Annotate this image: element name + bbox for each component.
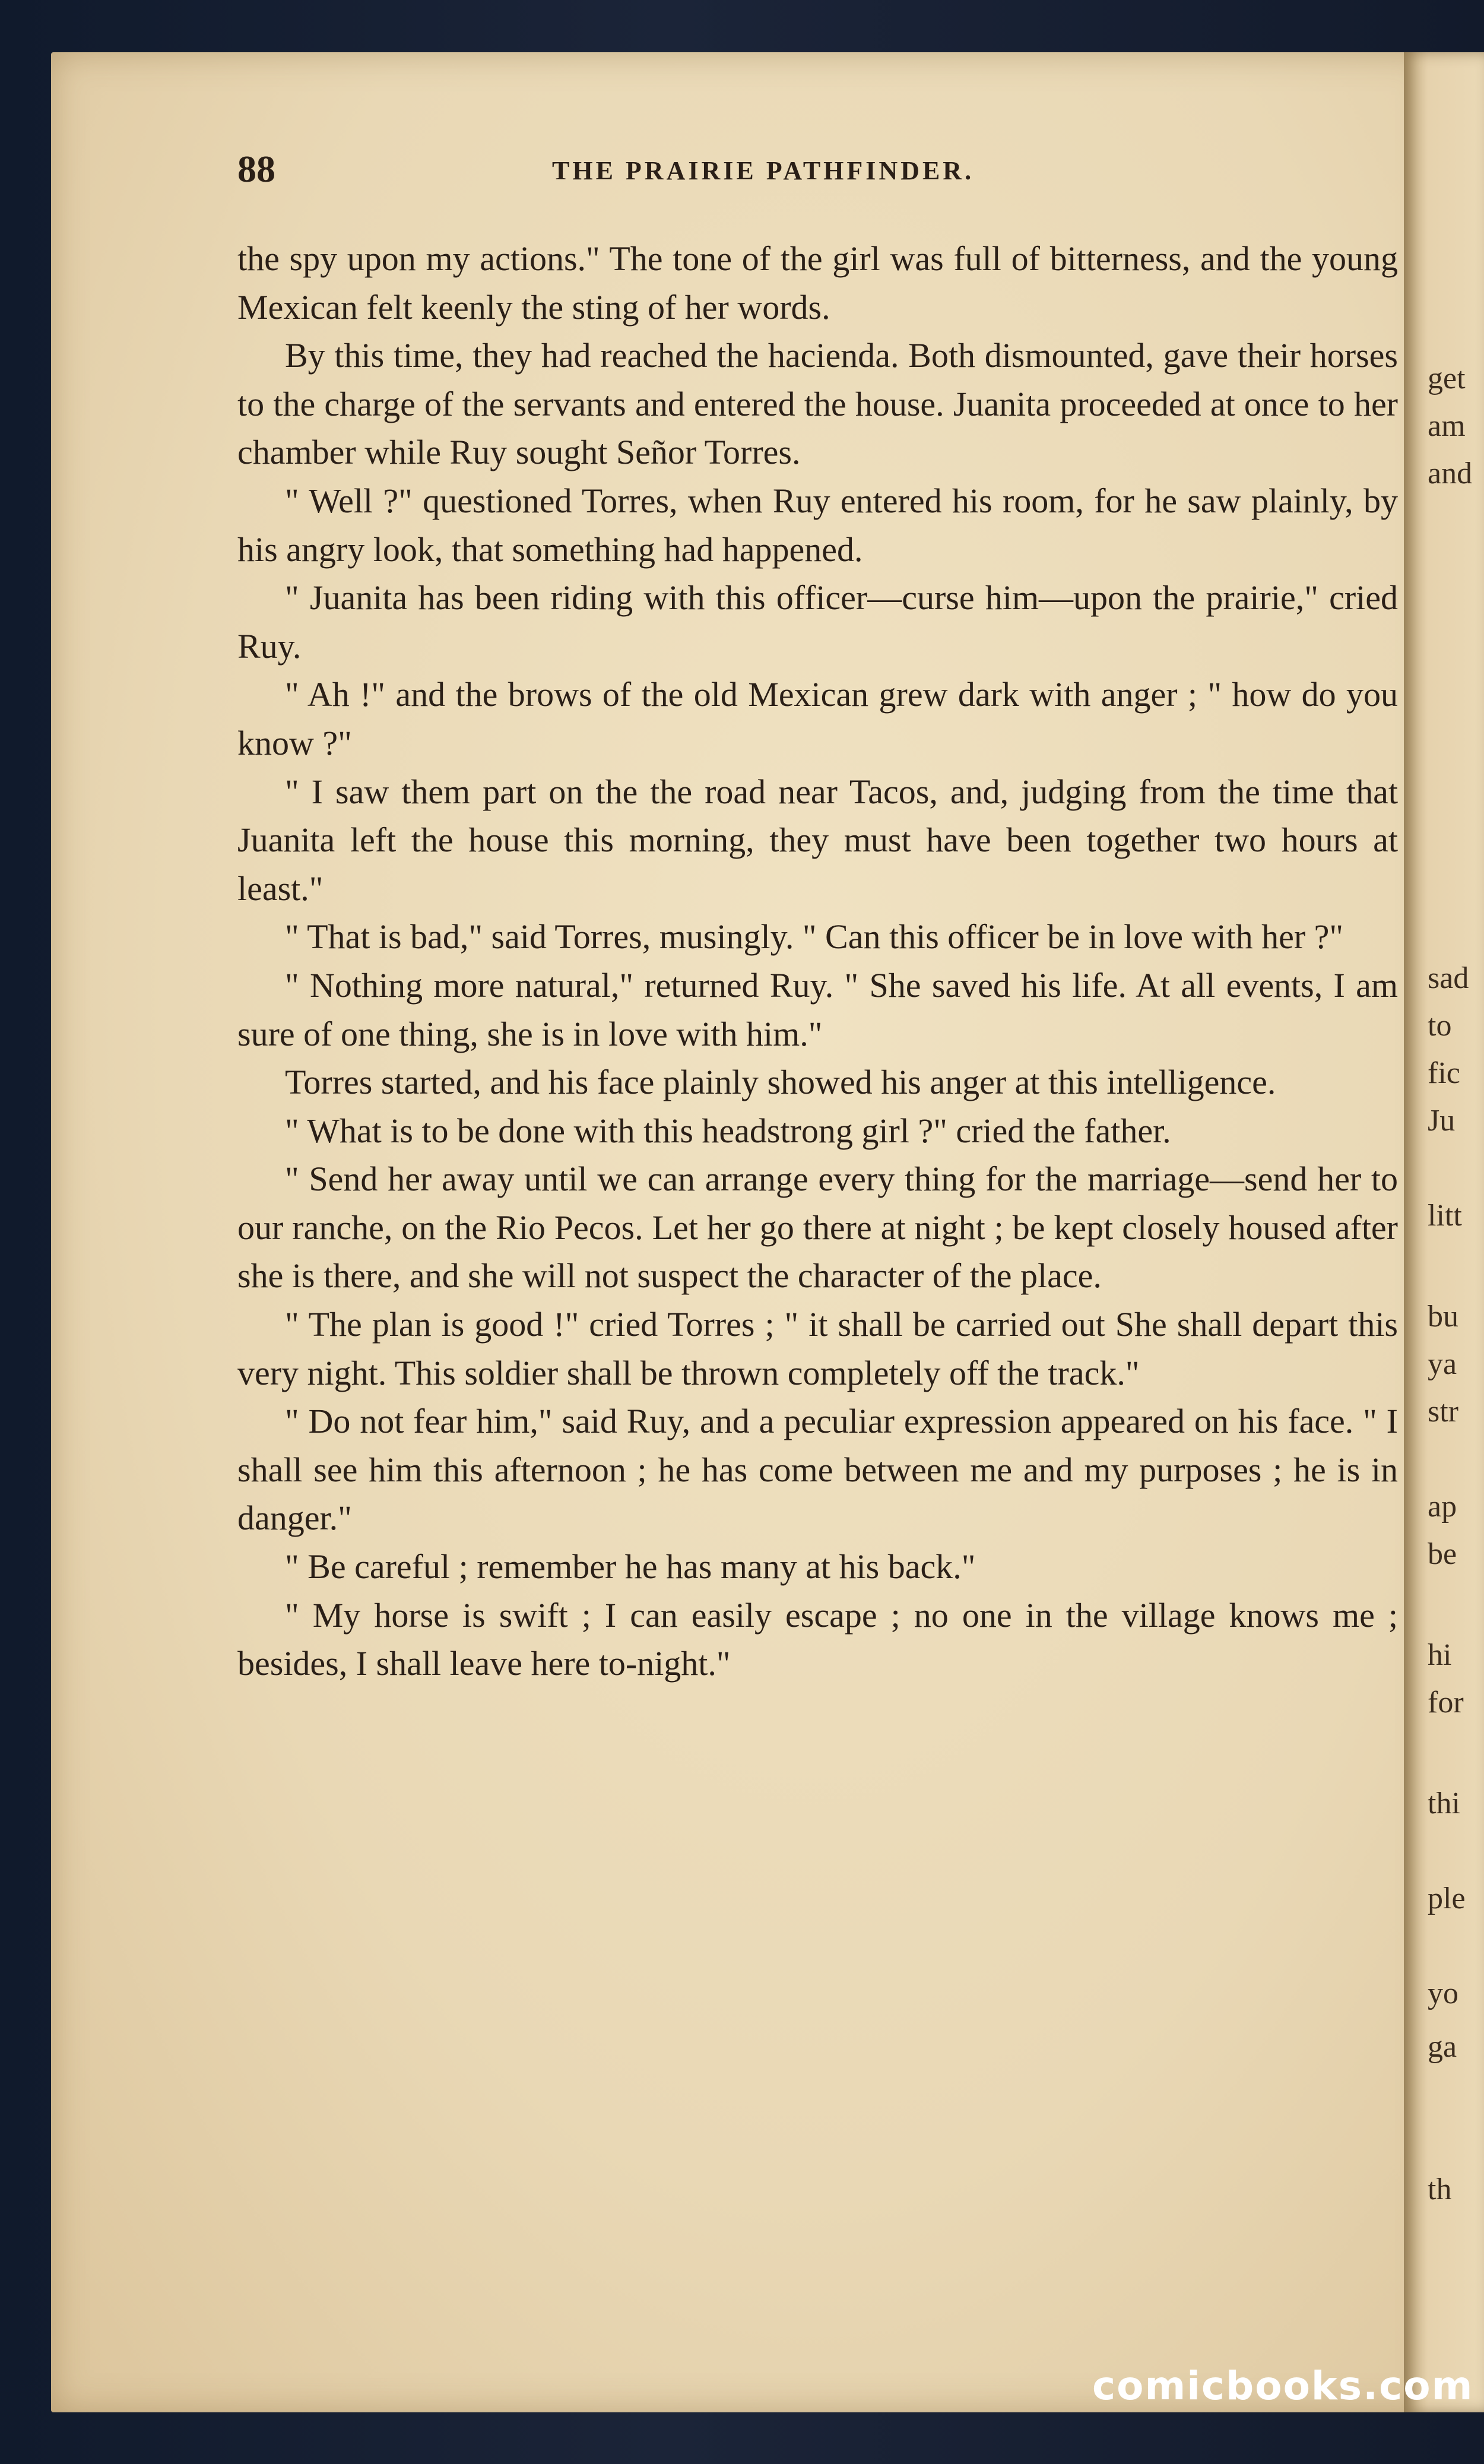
paragraph: By this time, they had reached the hacienda. Both dismounted, gave their horses to the charge of the servants and entered the house. Juanita proceeded at once to her chamber while Ruy sought Señor Torres. (237, 336, 1398, 472)
paragraph: Torres started, and his face plainly showed his anger at this intelligence. (285, 1063, 1276, 1102)
adjacent-fragment: yo (1428, 1977, 1458, 2010)
page-number: 88 (237, 148, 275, 190)
paragraph: the spy upon my actions." The tone of the girl was full of bitterness, and the young Mexican felt keenly the sting of her words. (237, 239, 1398, 327)
adjacent-fragment: get (1428, 362, 1466, 395)
paragraph: " What is to be done with this headstrong girl ?" cried the father. (285, 1111, 1171, 1150)
adjacent-fragment: and (1428, 457, 1473, 490)
watermark: comicbooks.com (1092, 2363, 1474, 2409)
adjacent-fragment: bu (1428, 1300, 1458, 1334)
running-head: THE PRAIRIE PATHFINDER. (552, 156, 975, 185)
adjacent-fragment: Ju (1428, 1104, 1456, 1138)
adjacent-fragment: ya (1428, 1347, 1457, 1381)
paragraph: " Juanita has been riding with this officer—curse him—upon the prairie," cried Ruy. (237, 578, 1398, 666)
adjacent-fragment: thi (1428, 1787, 1460, 1820)
paragraph: " That is bad," said Torres, musingly. " Can this officer be in love with her ?" (285, 917, 1344, 957)
paragraph: " Well ?" questioned Torres, when Ruy entered his room, for he saw plainly, by his angry look, that something had happened. (237, 481, 1398, 569)
adjacent-fragment: to (1428, 1009, 1452, 1043)
paragraph: " Do not fear him," said Ruy, and a peculiar expression appeared on his face. " I shall see him this afternoon ; he has come between me and my purposes ; he is in danger." (237, 1402, 1398, 1538)
adjacent-fragment: be (1428, 1537, 1457, 1571)
adjacent-fragment: am (1428, 409, 1466, 443)
adjacent-fragment: str (1428, 1395, 1458, 1429)
paragraph: " Send her away until we can arrange every thing for the marriage—send her to our ranche, on the Rio Pecos. Let her go there at night ; be kept closely housed after she is there, and she will not suspect the character of the place. (237, 1160, 1398, 1296)
paragraph: " My horse is swift ; I can easily escape ; no one in the village knows me ; besides, I shall leave here to-night." (237, 1595, 1398, 1683)
adjacent-fragment: litt (1428, 1199, 1462, 1233)
paragraph: " Ah !" and the brows of the old Mexican grew dark with anger ; " how do you know ?" (237, 675, 1398, 762)
adjacent-fragment: th (1428, 2172, 1452, 2206)
adjacent-fragment: hi (1428, 1638, 1452, 1672)
adjacent-fragment: ap (1428, 1490, 1457, 1524)
adjacent-fragment: for (1428, 1686, 1464, 1719)
adjacent-fragment: fic (1428, 1056, 1460, 1090)
adjacent-fragment: ga (1428, 2030, 1457, 2064)
body-text (237, 235, 1398, 1688)
paragraph: " The plan is good !" cried Torres ; " it shall be carried out She shall depart this very night. This soldier shall be thrown completely off the track." (237, 1305, 1398, 1392)
paragraph: " Nothing more natural," returned Ruy. " She saved his life. At all events, I am sure of one thing, she is in love with him." (237, 965, 1398, 1053)
paragraph: " I saw them part on the the road near Tacos, and, judging from the time that Juanita left the house this morning, they must have been together two hours at least." (237, 772, 1398, 908)
page-header (237, 147, 1247, 195)
paragraph: " Be careful ; remember he has many at his back." (285, 1547, 976, 1586)
adjacent-page-edge (1404, 52, 1484, 2412)
adjacent-fragment: sad (1428, 961, 1469, 995)
adjacent-fragment: ple (1428, 1882, 1466, 1915)
